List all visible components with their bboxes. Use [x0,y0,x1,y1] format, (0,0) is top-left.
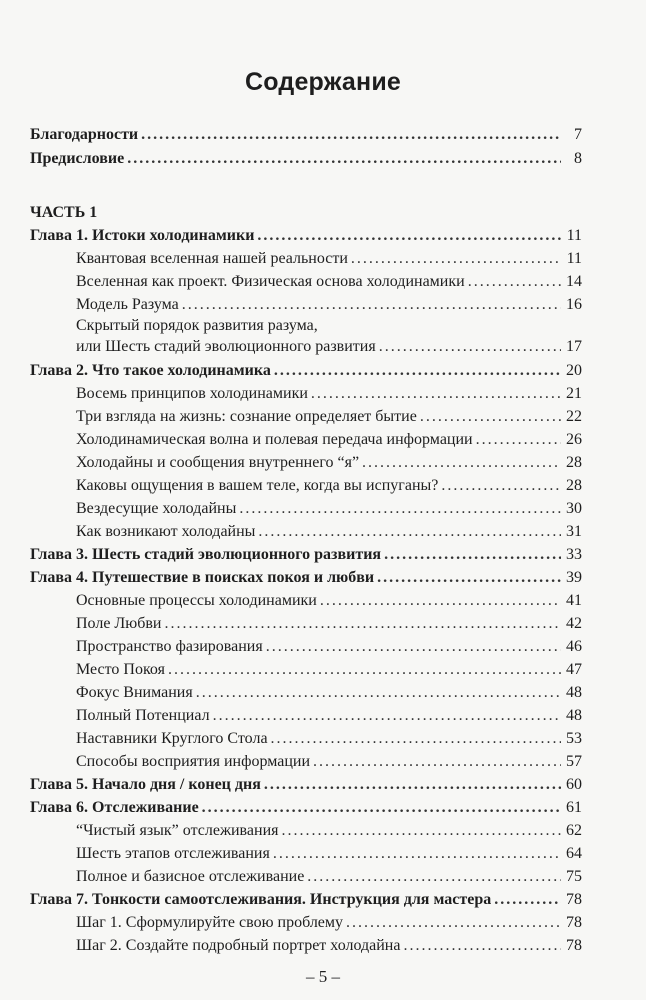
leader-dots [182,294,561,316]
toc-entry-page: 31 [566,523,582,540]
toc-entry-page: 7 [574,126,582,143]
leader-dots [403,935,561,957]
toc-entry-text: или Шесть стадий эволюционного развития [76,338,376,355]
toc-entry-text: Вселенная как проект. Физическая основа холодинамики [76,273,465,290]
toc-entry-page: 78 [566,914,582,931]
toc-subentry[interactable] [76,406,582,428]
toc-entry-text: Шаг 1. Сформулируйте свою проблему [76,914,344,931]
toc-entry-text: Глава 7. Тонкости самоотслеживания. Инструкция для мастера [30,891,492,908]
toc-entry-page: 41 [566,592,582,609]
toc-entry-page: 16 [566,296,582,313]
toc-entry-page: 48 [566,684,582,701]
toc-entry-text: Глава 1. Истоки холодинамики [30,227,255,244]
toc-entry-text: Глава 3. Шесть стадий эволюционного развития [30,546,382,563]
toc-entry-text: Три взгляда на жизнь: сознание определяет бытие [76,408,417,425]
leader-dots [346,912,561,934]
toc-chapter[interactable] [30,889,582,911]
toc-entry-page: 22 [566,408,582,425]
toc-subentry[interactable] [76,336,582,358]
toc-entry-page: 30 [566,500,582,517]
toc-chapter[interactable] [30,360,582,382]
toc-subentry[interactable] [76,590,582,612]
toc-entry-page: 26 [566,431,582,448]
toc-entry-page: 75 [566,868,582,885]
toc-entry-text: Предисловие [30,150,125,167]
toc-entry-page: 14 [566,273,582,290]
toc-chapter[interactable] [30,225,582,247]
leader-dots [258,521,561,543]
toc-entry-text: Способы восприятия информации [76,753,311,770]
toc-chapter[interactable] [30,774,582,796]
toc-entry-text: Холодинамическая волна и полевая передача информации [76,431,473,448]
leader-dots [165,613,562,635]
toc-subentry[interactable] [76,866,582,888]
toc-entry-text: Глава 6. Отслеживание [30,799,199,816]
toc-entry-text: Вездесущие холодайны [76,500,237,517]
toc-entry-preface[interactable] [30,148,582,170]
leader-dots [239,498,561,520]
toc-subentry[interactable] [76,728,582,750]
toc-subentry[interactable] [76,751,582,773]
leader-dots [313,751,561,773]
toc-entry-text: Полный Потенциал [76,707,210,724]
toc-entry-text: Холодайны и сообщения внутреннего “я” [76,454,360,471]
toc-entry-text: Каковы ощущения в вашем теле, когда вы испуганы? [76,477,439,494]
leader-dots [311,383,561,405]
leader-dots [168,659,561,681]
toc-entry-text: Поле Любви [76,615,162,632]
toc-subentry[interactable] [76,248,582,270]
leader-dots [441,475,561,497]
toc-entry-page: 21 [566,385,582,402]
leader-dots [202,797,561,819]
toc-entry-page: 47 [566,661,582,678]
toc-entry-text: Глава 4. Путешествие в поисках покоя и любви [30,569,375,586]
toc-entry-acknowledgements[interactable] [30,124,582,146]
toc-entry-text: Пространство фазирования [76,638,263,655]
toc-entry-page: 60 [566,776,582,793]
toc-entry-page: 8 [574,150,582,167]
toc-entry-text: Шесть этапов отслеживания [76,845,270,862]
toc-subentry[interactable] [76,294,582,316]
leader-dots [351,248,561,270]
leader-dots [141,124,561,146]
toc-entry-text: Модель Разума [76,296,179,313]
toc-entry-text: Благодарности [30,126,139,143]
toc-entry-page: 39 [566,569,582,586]
toc-entry-page: 48 [566,707,582,724]
leader-dots [379,336,561,358]
toc-entry-page: 28 [566,454,582,471]
toc-entry-text: Глава 2. Что такое холодинамика [30,362,271,379]
toc-entry-page: 46 [566,638,582,655]
toc-entry-page: 42 [566,615,582,632]
leader-dots [213,705,561,727]
toc-entry-text: Восемь принципов холодинамики [76,385,308,402]
toc-subentry[interactable] [76,843,582,865]
part-heading: ЧАСТЬ 1 [30,204,98,221]
toc-subentry[interactable] [76,383,582,405]
toc-subentry[interactable] [76,636,582,658]
toc-entry-page: 64 [566,845,582,862]
toc-entry-page: 11 [566,227,582,244]
toc-entry-text: Основные процессы холодинамики [76,592,317,609]
toc-entry-page: 57 [566,753,582,770]
toc-subentry[interactable] [76,912,582,934]
toc-subentry[interactable] [76,935,582,957]
toc-entry-page: 20 [566,362,582,379]
page-title: Содержание [244,68,402,96]
leader-dots [271,728,561,750]
page-number: – 5 – [306,967,340,986]
leader-dots [196,682,561,704]
leader-dots [384,544,561,566]
toc-subentry[interactable] [76,452,582,474]
leader-dots [274,360,561,382]
toc-entry-page: 17 [566,338,582,355]
leader-dots [362,452,561,474]
toc-subentry[interactable] [76,429,582,451]
leader-dots [127,148,561,170]
leader-dots [281,820,561,842]
leader-dots [420,406,561,428]
toc-subentry[interactable] [76,682,582,704]
leader-dots [476,429,561,451]
toc-subentry[interactable] [76,271,582,293]
toc-entry-page: 33 [566,546,582,563]
leader-dots [257,225,561,247]
leader-dots [273,843,561,865]
leader-dots [266,636,561,658]
toc-entry-text: Глава 5. Начало дня / конец дня [30,776,261,793]
leader-dots [320,590,561,612]
leader-dots [307,866,561,888]
toc-entry-text: Полное и базисное отслеживание [76,868,305,885]
toc-entry-page: 78 [566,891,582,908]
toc-entry-text: Квантовая вселенная нашей реальности [76,250,348,267]
toc-entry-page: 62 [566,822,582,839]
toc-entry-page: 53 [566,730,582,747]
toc-entry-text: “Чистый язык” отслеживания [76,822,279,839]
leader-dots [377,567,561,589]
toc-chapter[interactable] [30,797,582,819]
toc-entry-text: Место Покоя [76,661,165,678]
toc-chapter[interactable] [30,567,582,589]
toc-subentry[interactable] [76,705,582,727]
toc-subentry[interactable] [76,498,582,520]
toc-subentry[interactable] [76,475,582,497]
leader-dots [468,271,561,293]
toc-subentry[interactable] [76,659,582,681]
toc-subentry[interactable] [76,613,582,635]
toc-chapter[interactable] [30,544,582,566]
toc-entry-page: 61 [566,799,582,816]
toc-subentry[interactable] [76,521,582,543]
toc-entry-text: Как возникают холодайны [76,523,256,540]
toc-entry-text: Шаг 2. Создайте подробный портрет холодайна [76,937,401,954]
toc-entry-text: Фокус Внимания [76,684,193,701]
toc-entry-page: 28 [566,477,582,494]
toc-subentry[interactable] [76,820,582,842]
toc-entry-page: 78 [566,937,582,954]
toc-entry-text: Наставники Круглого Стола [76,730,268,747]
leader-dots [494,889,561,911]
leader-dots [264,774,561,796]
toc-subentry-line: Скрытый порядок развития разума, [76,317,318,334]
toc-entry-page: 11 [566,250,582,267]
